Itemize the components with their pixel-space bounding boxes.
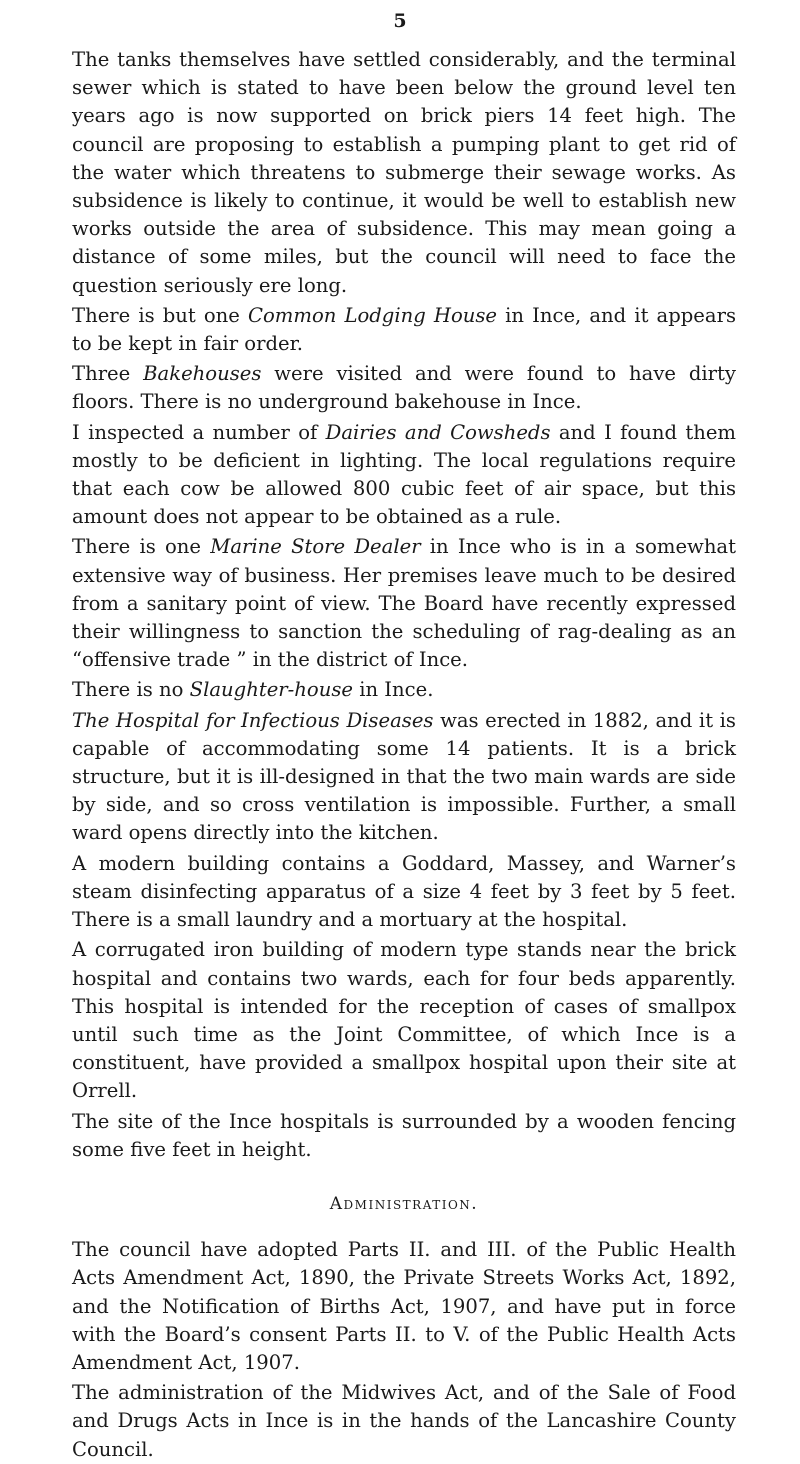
paragraph-text: in Ince, and it appears to be kept in fair order.	[72, 303, 736, 356]
paragraph-text: The tanks themselves have settled considerably, and the terminal sewer which is stated to have been below the ground level ten years ago is now supported on brick piers 14 feet high. The council are proposing to establish a pumping plant to get rid of the water which threatens to submerge their sewage works. As subsidence is likely to continue, it would be well to establish new works outside the area of subsidence. This may mean going a distance of some miles, but the council will need to face the question seriously ere long.	[72, 48, 736, 297]
italic-term: Bakehouses	[143, 362, 262, 386]
paragraph-text: in Ince.	[352, 678, 434, 702]
paragraph	[72, 360, 736, 416]
paragraph-text: A modern building contains a Goddard, Massey, and Warner’s steam disinfecting apparatus of a size 4 feet by 3 feet by 5 feet. There is a small laundry and a mortuary at the hospital.	[72, 851, 736, 932]
paragraph-text: I inspected a number of	[72, 420, 326, 444]
italic-term: Marine Store Dealer	[210, 535, 421, 559]
paragraph-text: There is one	[72, 535, 211, 559]
italic-term: The Hospital for Infectious Diseases	[72, 708, 434, 732]
paragraphs-section-2	[72, 1236, 736, 1464]
italic-term: Common Lodging House	[248, 303, 498, 327]
paragraph	[72, 1108, 736, 1164]
page-number: 5	[393, 10, 407, 32]
paragraph-text: and I found them mostly to be deficient in lighting. The local regulations require that each cow be allowed 800 cubic feet of air space, but this amount does not appear to be obtained as a rule.	[72, 420, 737, 529]
paragraph-text: There is but one	[72, 303, 248, 327]
paragraph	[72, 419, 736, 532]
paragraph-text: The council have adopted Parts II. and III. of the Public Health Acts Amendment Act, 1890, the Private Streets Works Act, 1892, and the Notification of Births Act, 1907, and have put in force with the Board’s consent Parts II. to V. of the Public Health Acts Amendment Act, 1907.	[72, 1238, 736, 1374]
paragraph	[72, 707, 736, 848]
paragraph-text: was erected in 1882, and it is capable of accommodating some 14 patients. It is a brick structure, but it is ill-designed in that the two main wards are side by side, and so cross ventilation is impossible. Further, a small ward opens directly into the kitchen.	[72, 708, 736, 845]
paragraphs-section-1	[72, 46, 736, 1164]
paragraph-text: were visited and were found to have dirty floors. There is no underground bakehouse in Ince.	[72, 362, 736, 414]
paragraph-text: Three	[72, 362, 144, 386]
section-heading: Administration.	[329, 1193, 479, 1214]
paragraph-text: The site of the Ince hospitals is surrounded by a wooden fencing some five feet in height.	[72, 1109, 736, 1161]
paragraph	[72, 850, 736, 935]
paragraph-text: in Ince who is in a somewhat extensive way of business. Her premises leave much to be desired from a sanitary point of view. The Board have recently expressed their willingness to sanction the scheduling of rag-dealing as an “offensive trade ” in the district of Ince.	[72, 535, 736, 672]
italic-term: Dairies and Cowsheds	[325, 420, 551, 444]
paragraph	[72, 936, 736, 1105]
paragraph	[72, 46, 736, 300]
paragraph-text: The administration of the Midwives Act, and of the Sale of Food and Drugs Acts in Ince is in the hands of the Lancashire County Council.	[72, 1381, 736, 1461]
paragraph	[72, 302, 736, 358]
paragraph	[72, 676, 736, 704]
document-body	[72, 46, 736, 1464]
paragraph	[72, 1379, 736, 1464]
paragraph-text: There is no	[72, 678, 190, 702]
italic-term: Slaughter-house	[189, 678, 353, 702]
paragraph-text: A corrugated iron building of modern type stands near the brick hospital and contains two wards, each for four beds apparently. This hospital is intended for the reception of cases of smallpox until such time as the Joint Committee, of which Ince is a constituent, have provided a smallpox hospital upon their site at Orrell.	[72, 938, 736, 1103]
paragraph	[72, 1236, 736, 1377]
paragraph	[72, 533, 736, 674]
